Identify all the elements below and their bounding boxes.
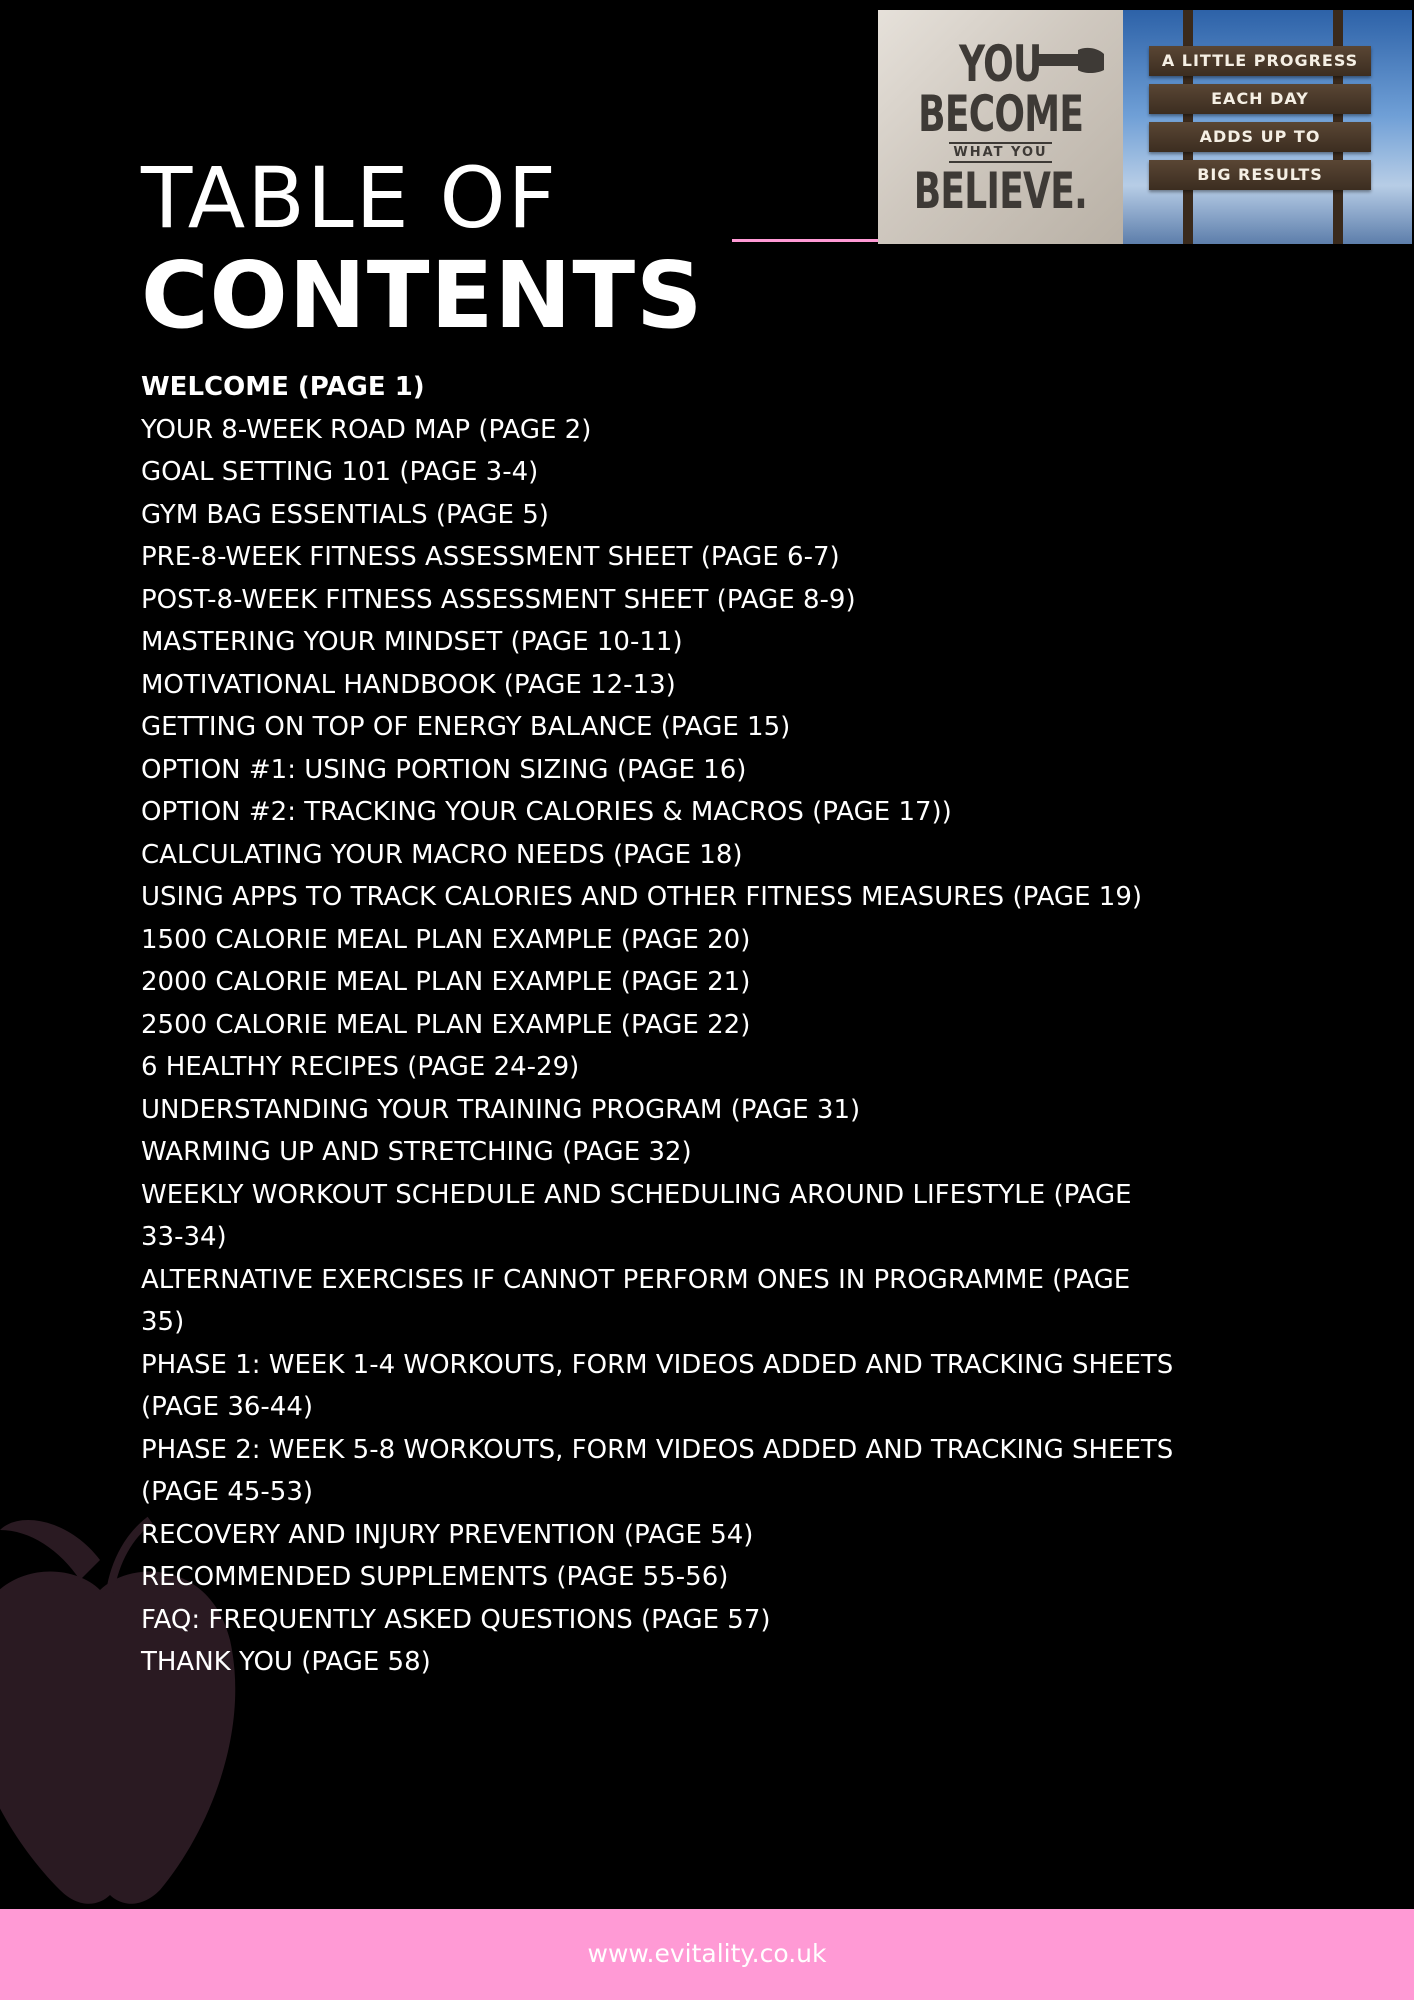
toc-item-continuation: (PAGE 36-44) — [141, 1392, 314, 1422]
sign-board-1: A LITTLE PROGRESS — [1149, 46, 1371, 76]
toc-item: GYM BAG ESSENTIALS (PAGE 5) — [141, 499, 549, 530]
toc-item: WEEKLY WORKOUT SCHEDULE AND SCHEDULING AROUND LIFESTYLE (PAGE — [141, 1179, 1132, 1210]
footer-website-link[interactable]: www.evitality.co.uk — [587, 1939, 827, 1968]
toc-item-continuation: 35) — [141, 1307, 185, 1337]
toc-item: MOTIVATIONAL HANDBOOK (PAGE 12-13) — [141, 669, 676, 700]
toc-item: CALCULATING YOUR MACRO NEEDS (PAGE 18) — [141, 839, 743, 870]
toc-item: FAQ: FREQUENTLY ASKED QUESTIONS (PAGE 57) — [141, 1604, 771, 1635]
page-title — [141, 149, 704, 349]
toc-item: RECOVERY AND INJURY PREVENTION (PAGE 54) — [141, 1519, 754, 1550]
sign-board-3: ADDS UP TO — [1149, 122, 1371, 152]
title-line-table-of: TABLE OF — [141, 149, 558, 247]
toc-item: MASTERING YOUR MINDSET (PAGE 10-11) — [141, 627, 683, 657]
poster-word-believe: BELIEVE. — [913, 161, 1088, 220]
toc-item-continuation: 33-34) — [141, 1222, 227, 1252]
toc-item: RECOMMENDED SUPPLEMENTS (PAGE 55-56) — [141, 1562, 729, 1592]
toc-item: WELCOME (PAGE 1) — [141, 372, 425, 402]
poster-you-become-what-you-believe — [878, 10, 1123, 244]
poster-word-what-you: WHAT YOU — [949, 142, 1051, 163]
sign-board-2: EACH DAY — [1149, 84, 1371, 114]
poster-word-you: YOU — [959, 34, 1042, 93]
toc-item: UNDERSTANDING YOUR TRAINING PROGRAM (PAGE 31) — [141, 1094, 861, 1125]
toc-item: GOAL SETTING 101 (PAGE 3-4) — [141, 457, 539, 487]
toc-item: POST-8-WEEK FITNESS ASSESSMENT SHEET (PAGE 8-9) — [141, 584, 856, 615]
toc-item: GETTING ON TOP OF ENERGY BALANCE (PAGE 15) — [141, 712, 791, 742]
poster-word-become: BECOME — [917, 84, 1084, 143]
toc-item: YOUR 8-WEEK ROAD MAP (PAGE 2) — [141, 414, 592, 445]
sign-board-4: BIG RESULTS — [1149, 160, 1371, 190]
toc-item: PHASE 1: WEEK 1-4 WORKOUTS, FORM VIDEOS ADDED AND TRACKING SHEETS — [141, 1349, 1174, 1380]
toc-item: 2000 CALORIE MEAL PLAN EXAMPLE (PAGE 21) — [141, 967, 751, 997]
title-line-contents: CONTENTS — [141, 242, 704, 349]
toc-item: ALTERNATIVE EXERCISES IF CANNOT PERFORM ONES IN PROGRAMME (PAGE — [141, 1264, 1131, 1295]
toc-item: PRE-8-WEEK FITNESS ASSESSMENT SHEET (PAGE 6-7) — [141, 542, 840, 572]
toc-item: 6 HEALTHY RECIPES (PAGE 24-29) — [141, 1052, 580, 1082]
toc-item: WARMING UP AND STRETCHING (PAGE 32) — [141, 1137, 692, 1167]
toc-item: OPTION #1: USING PORTION SIZING (PAGE 16) — [141, 754, 747, 785]
pointing-hand-icon — [1038, 40, 1108, 80]
toc-item: USING APPS TO TRACK CALORIES AND OTHER FITNESS MEASURES (PAGE 19) — [141, 882, 1142, 912]
toc-item-continuation: (PAGE 45-53) — [141, 1477, 314, 1507]
poster-little-progress — [1123, 10, 1412, 244]
toc-item: PHASE 2: WEEK 5-8 WORKOUTS, FORM VIDEOS ADDED AND TRACKING SHEETS — [141, 1434, 1174, 1465]
toc-item: 1500 CALORIE MEAL PLAN EXAMPLE (PAGE 20) — [141, 924, 751, 955]
toc-item: 2500 CALORIE MEAL PLAN EXAMPLE (PAGE 22) — [141, 1009, 751, 1040]
footer-bar — [0, 1909, 1414, 2000]
toc-item: OPTION #2: TRACKING YOUR CALORIES & MACROS (PAGE 17)) — [141, 797, 952, 827]
toc-item: THANK YOU (PAGE 58) — [141, 1647, 431, 1677]
toc-list — [141, 366, 1321, 1684]
